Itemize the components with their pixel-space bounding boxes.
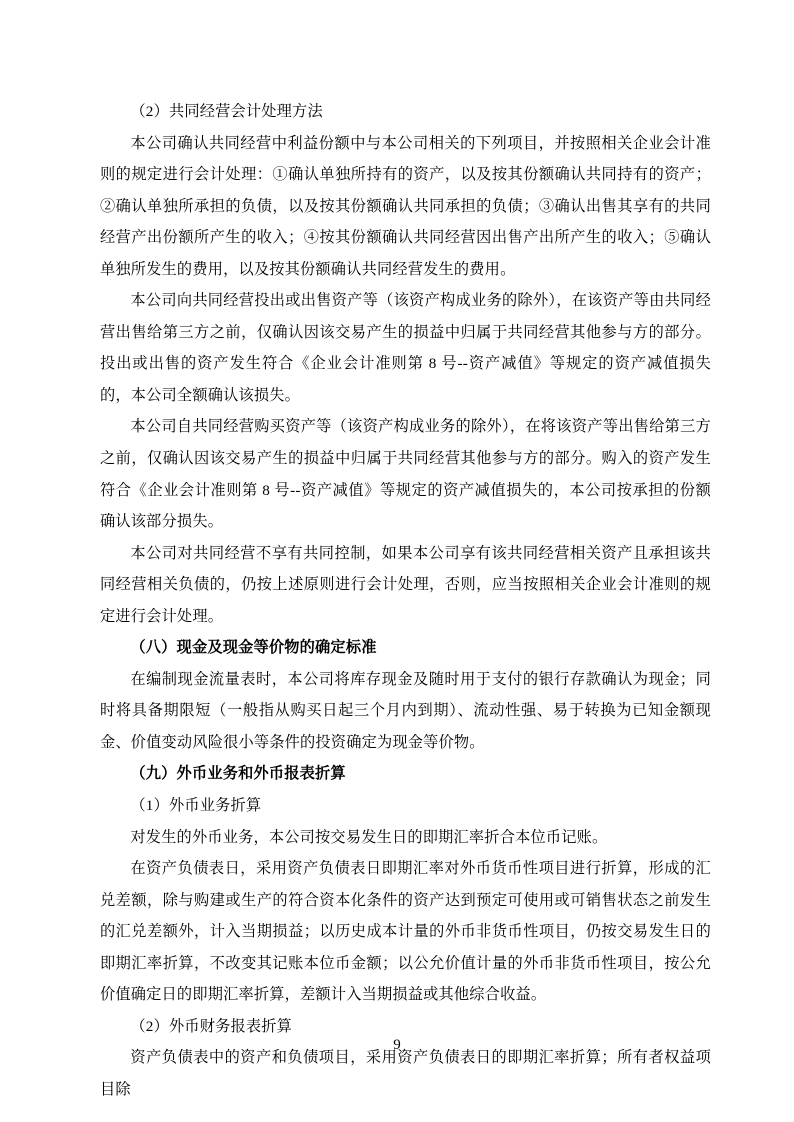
paragraph: 本公司向共同经营投出或出售资产等（该资产构成业务的除外），在该资产等由共同经营出售给第三方之前，仅确认因该交易产生的损益中归属于共同经营其他参与方的部分。投出或出售的资产发生符合《企业会计准则第 8 号--资产减值》等规定的资产减值损失的，本公司全额确认该损失。: [100, 292, 711, 404]
section-subheading: （2）共同经营会计处理方法: [130, 103, 323, 120]
section-heading: （八）现金及现金等价物的确定标准: [130, 639, 377, 657]
paragraph: 本公司对共同经营不享有共同控制，如果本公司享有该共同经营相关资产且承担该共同经营相关负债的，仍按上述原则进行会计处理，否则，应当按照相关企业会计准则的规定进行会计处理。: [100, 544, 711, 625]
section-subheading: （1）外币业务折算: [130, 797, 262, 815]
paragraph: 本公司自共同经营购买资产等（该资产构成业务的除外），在将该资产等出售给第三方之前，仅确认因该交易产生的损益中归属于共同经营其他参与方的部分。购入的资产发生符合《企业会计准则第 8 号--资产减值》等规定的资产减值损失的，本公司按承担的份额确认该部分损失。: [100, 418, 711, 531]
paragraph: 在编制现金流量表时，本公司将库存现金及随时用于支付的银行存款确认为现金；同时将具备期限短（一般指从购买日起三个月内到期）、流动性强、易于转换为已知金额现金、价值变动风险很小等条件的投资确定为现金等价物。: [100, 670, 711, 751]
paragraph: 在资产负债表日，采用资产负债表日即期汇率对外币货币性项目进行折算，形成的汇兑差额，除与购建或生产的符合资本化条件的资产达到预定可使用或可销售状态之前发生的汇兑差额外，计入当期损益；以历史成本计量的外币非货币性项目，仍按交易发生日的即期汇率折算，不改变其记账本位币金额；以公允价值计量的外币非货币性项目，按公允价值确定日的即期汇率折算，差额计入当期损益或其他综合收益。: [100, 860, 711, 1004]
paragraph: 资产负债表中的资产和负债项目，采用资产负债表日的即期汇率折算；所有者权益项目除: [100, 1049, 711, 1098]
document-content: [100, 96, 711, 1106]
paragraph: 本公司确认共同经营中利益份额中与本公司相关的下列项目，并按照相关企业会计准则的规定进行会计处理：①确认单独所持有的资产，以及按其份额确认共同持有的资产；②确认单独所承担的负债，以及按其份额确认共同承担的负债；③确认出售其享有的共同经营产出份额所产生的收入；④按其份额确认共同经营因出售产出所产生的收入；⑤确认单独所发生的费用，以及按其份额确认共同经营发生的费用。: [100, 134, 711, 278]
page-number: 9: [393, 1037, 401, 1053]
section-heading: （九）外币业务和外币报表折算: [130, 765, 346, 783]
paragraph: 对发生的外币业务，本公司按交易发生日的即期汇率折合本位币记账。: [130, 828, 608, 846]
section-subheading: （2）外币财务报表折算: [130, 1017, 293, 1035]
